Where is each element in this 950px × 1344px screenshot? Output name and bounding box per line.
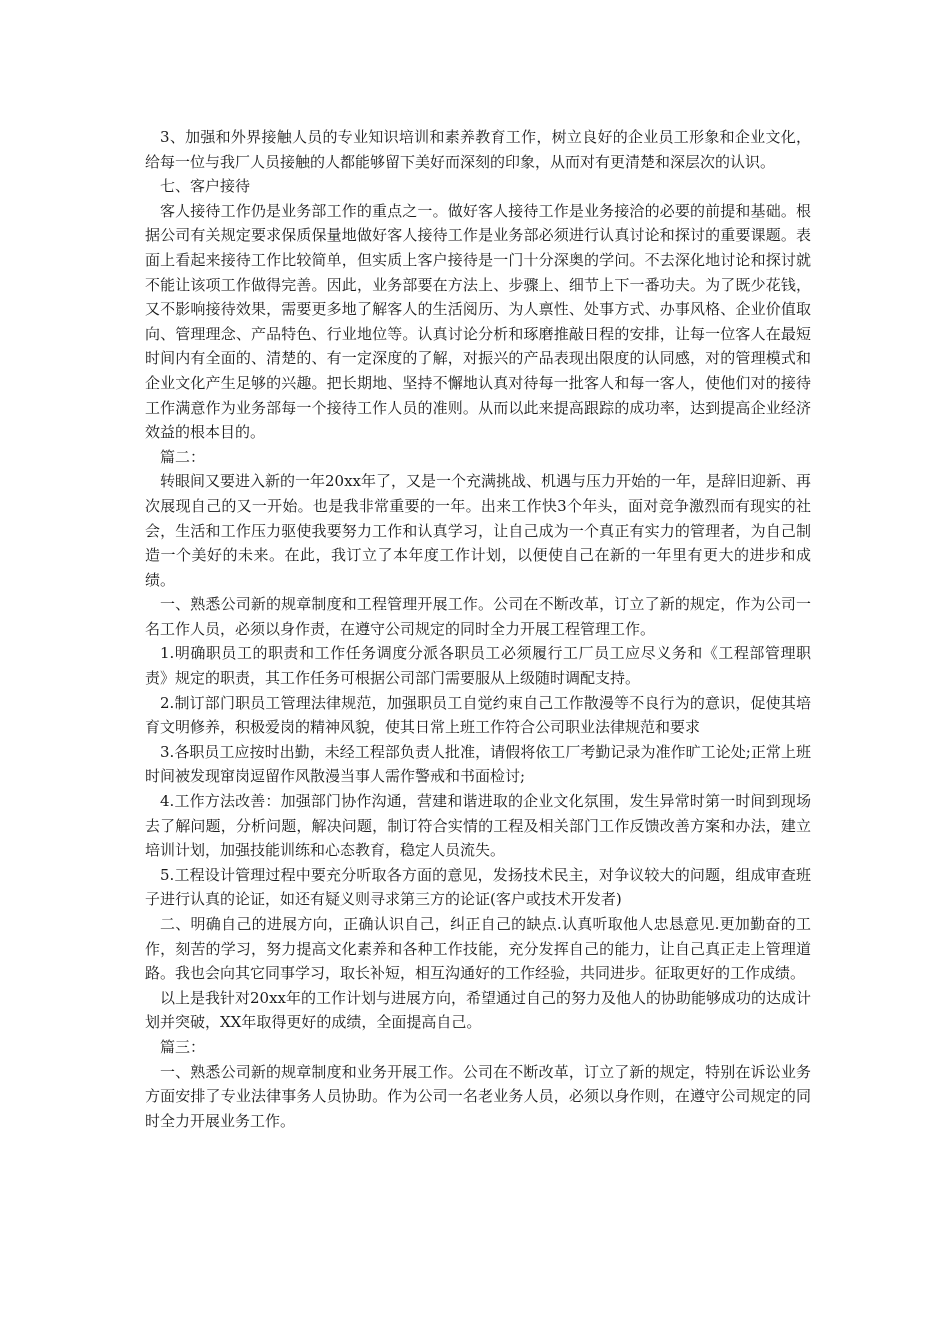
paragraph-item-3-outreach-training: 3、加强和外界接触人员的专业知识培训和素养教育工作，树立良好的企业员工形象和企业文化，给每一位与我厂人员接触的人都能够留下美好而深刻的印象，从而对有更清楚和深层次的认识。 <box>145 128 811 171</box>
paragraph-item-3-attendance: 3.各职员工应按时出勤，未经工程部负责人批准，请假将依工厂考勤记录为准作旷工论处;正常上班时间被发现窜岗逗留作风散漫当事人需作警戒和书面检讨; <box>145 742 811 786</box>
section-heading-customer-reception: 七、客户接待 <box>160 177 251 196</box>
section-heading-part-two: 篇二： <box>160 447 206 466</box>
paragraph-customer-reception: 客人接待工作仍是业务部工作的重点之一。做好客人接待工作是业务接洽的必要的前提和基础。根据公司有关规定要求保质保量地做好客人接待工作是业务部必须进行认真讨论和探讨的重要课题。表面上看起来接待工作比较简单，但实质上客户接待是一门十分深奥的学问。不去深化地讨论和探讨就不能让该项工作做得完善。因此，业务部要在方法上、步骤上、细节上下一番功夫。为了既少花钱，又不影响接待效果，需要更多地了解客人的生活阅历、为人禀性、处事方式、办事风格、企业价值取向、管理理念、产品特色、行业地位等。认真讨论分析和琢磨推敲日程的安排，让每一位客人在最短时间内有全面的、清楚的、有一定深度的了解，对振兴的产品表现出限度的认同感，对的管理模式和企业文化产生足够的兴趣。把长期地、坚持不懈地认真对待每一批客人和每一客人，使他们对的接待工作满意作为业务部每一个接待工作人员的准则。从而以此来提高跟踪的成功率，达到提高企业经济效益的根本目的。 <box>145 201 811 442</box>
paragraph-new-year-intro: 转眼间又要进入新的一年20xx年了，又是一个充满挑战、机遇与压力开始的一年，是辞旧迎新、再次展现自己的又一开始。也是我非常重要的一年。出来工作快3个年头，面对竞争激烈而有现实的社会，生活和工作压力驱使我要努力工作和认真学习，让自己成为一个真正有实力的管理者，为自己制造一个美好的未来。在此，我订立了本年度工作计划，以便使自己在新的一年里有更大的进步和成绩。 <box>145 472 812 589</box>
paragraph-item-4-method-improvement: 4.工作方法改善：加强部门协作沟通，营建和谐进取的企业文化氛围，发生异常时第一时间到现场去了解问题，分析问题，解决问题，制订符合实情的工程及相关部门工作反馈改善方案和办法，建立培训计划，加强技能训练和心态教育，稳定人员流失。 <box>145 792 811 860</box>
paragraph-conclusion: 以上是我针对20xx年的工作计划与进展方向，希望通过自己的努力及他人的协助能够成功的达成计划并突破，XX年取得更好的成绩，全面提高自己。 <box>145 988 812 1032</box>
paragraph-item-5-design-management: 5.工程设计管理过程中要充分听取各方面的意见，发扬技术民主，对争议较大的问题，组成审查班子进行认真的论证，如还有疑义则寻求第三方的论证(客户或技术开发者) <box>145 865 811 909</box>
document-page <box>145 125 811 1133</box>
section-heading-part-three: 篇三： <box>160 1037 206 1056</box>
paragraph-item-1-duties: 1.明确职员工的职责和工作任务调度分派各职员工必须履行工厂员工应尽义务和《工程部管理职责》规定的职责，其工作任务可根据公司部门需要服从上级随时调配支持。 <box>145 644 811 688</box>
paragraph-point-two-direction: 二、明确自己的进展方向，正确认识自己，纠正自己的缺点.认真听取他人忠恳意见.更加勤奋的工作，刻苦的学习，努力提高文化素养和各种工作技能，充分发挥自己的能力，让自己真正走上管理道路。我也会向其它同事学习，取长补短，相互沟通好的工作经验，共同进步。征取更好的工作成绩。 <box>145 915 811 983</box>
paragraph-part-three-point-one: 一、熟悉公司新的规章制度和业务开展工作。公司在不断改革，订立了新的规定，特别在诉讼业务方面安排了专业法律事务人员协助。作为公司一名老业务人员，必须以身作则，在遵守公司规定的同时全力开展业务工作。 <box>145 1062 811 1130</box>
paragraph-point-one-engineering: 一、熟悉公司新的规章制度和工程管理开展工作。公司在不断改革，订立了新的规定，作为公司一名工作人员，必须以身作责，在遵守公司规定的同时全力开展工程管理工作。 <box>145 595 811 638</box>
paragraph-item-2-regulations: 2.制订部门职员工管理法律规范，加强职员工自觉约束自己工作散漫等不良行为的意识，促使其培育文明修养，积极爱岗的精神风貌，使其日常上班工作符合公司职业法律规范和要求 <box>145 693 811 737</box>
